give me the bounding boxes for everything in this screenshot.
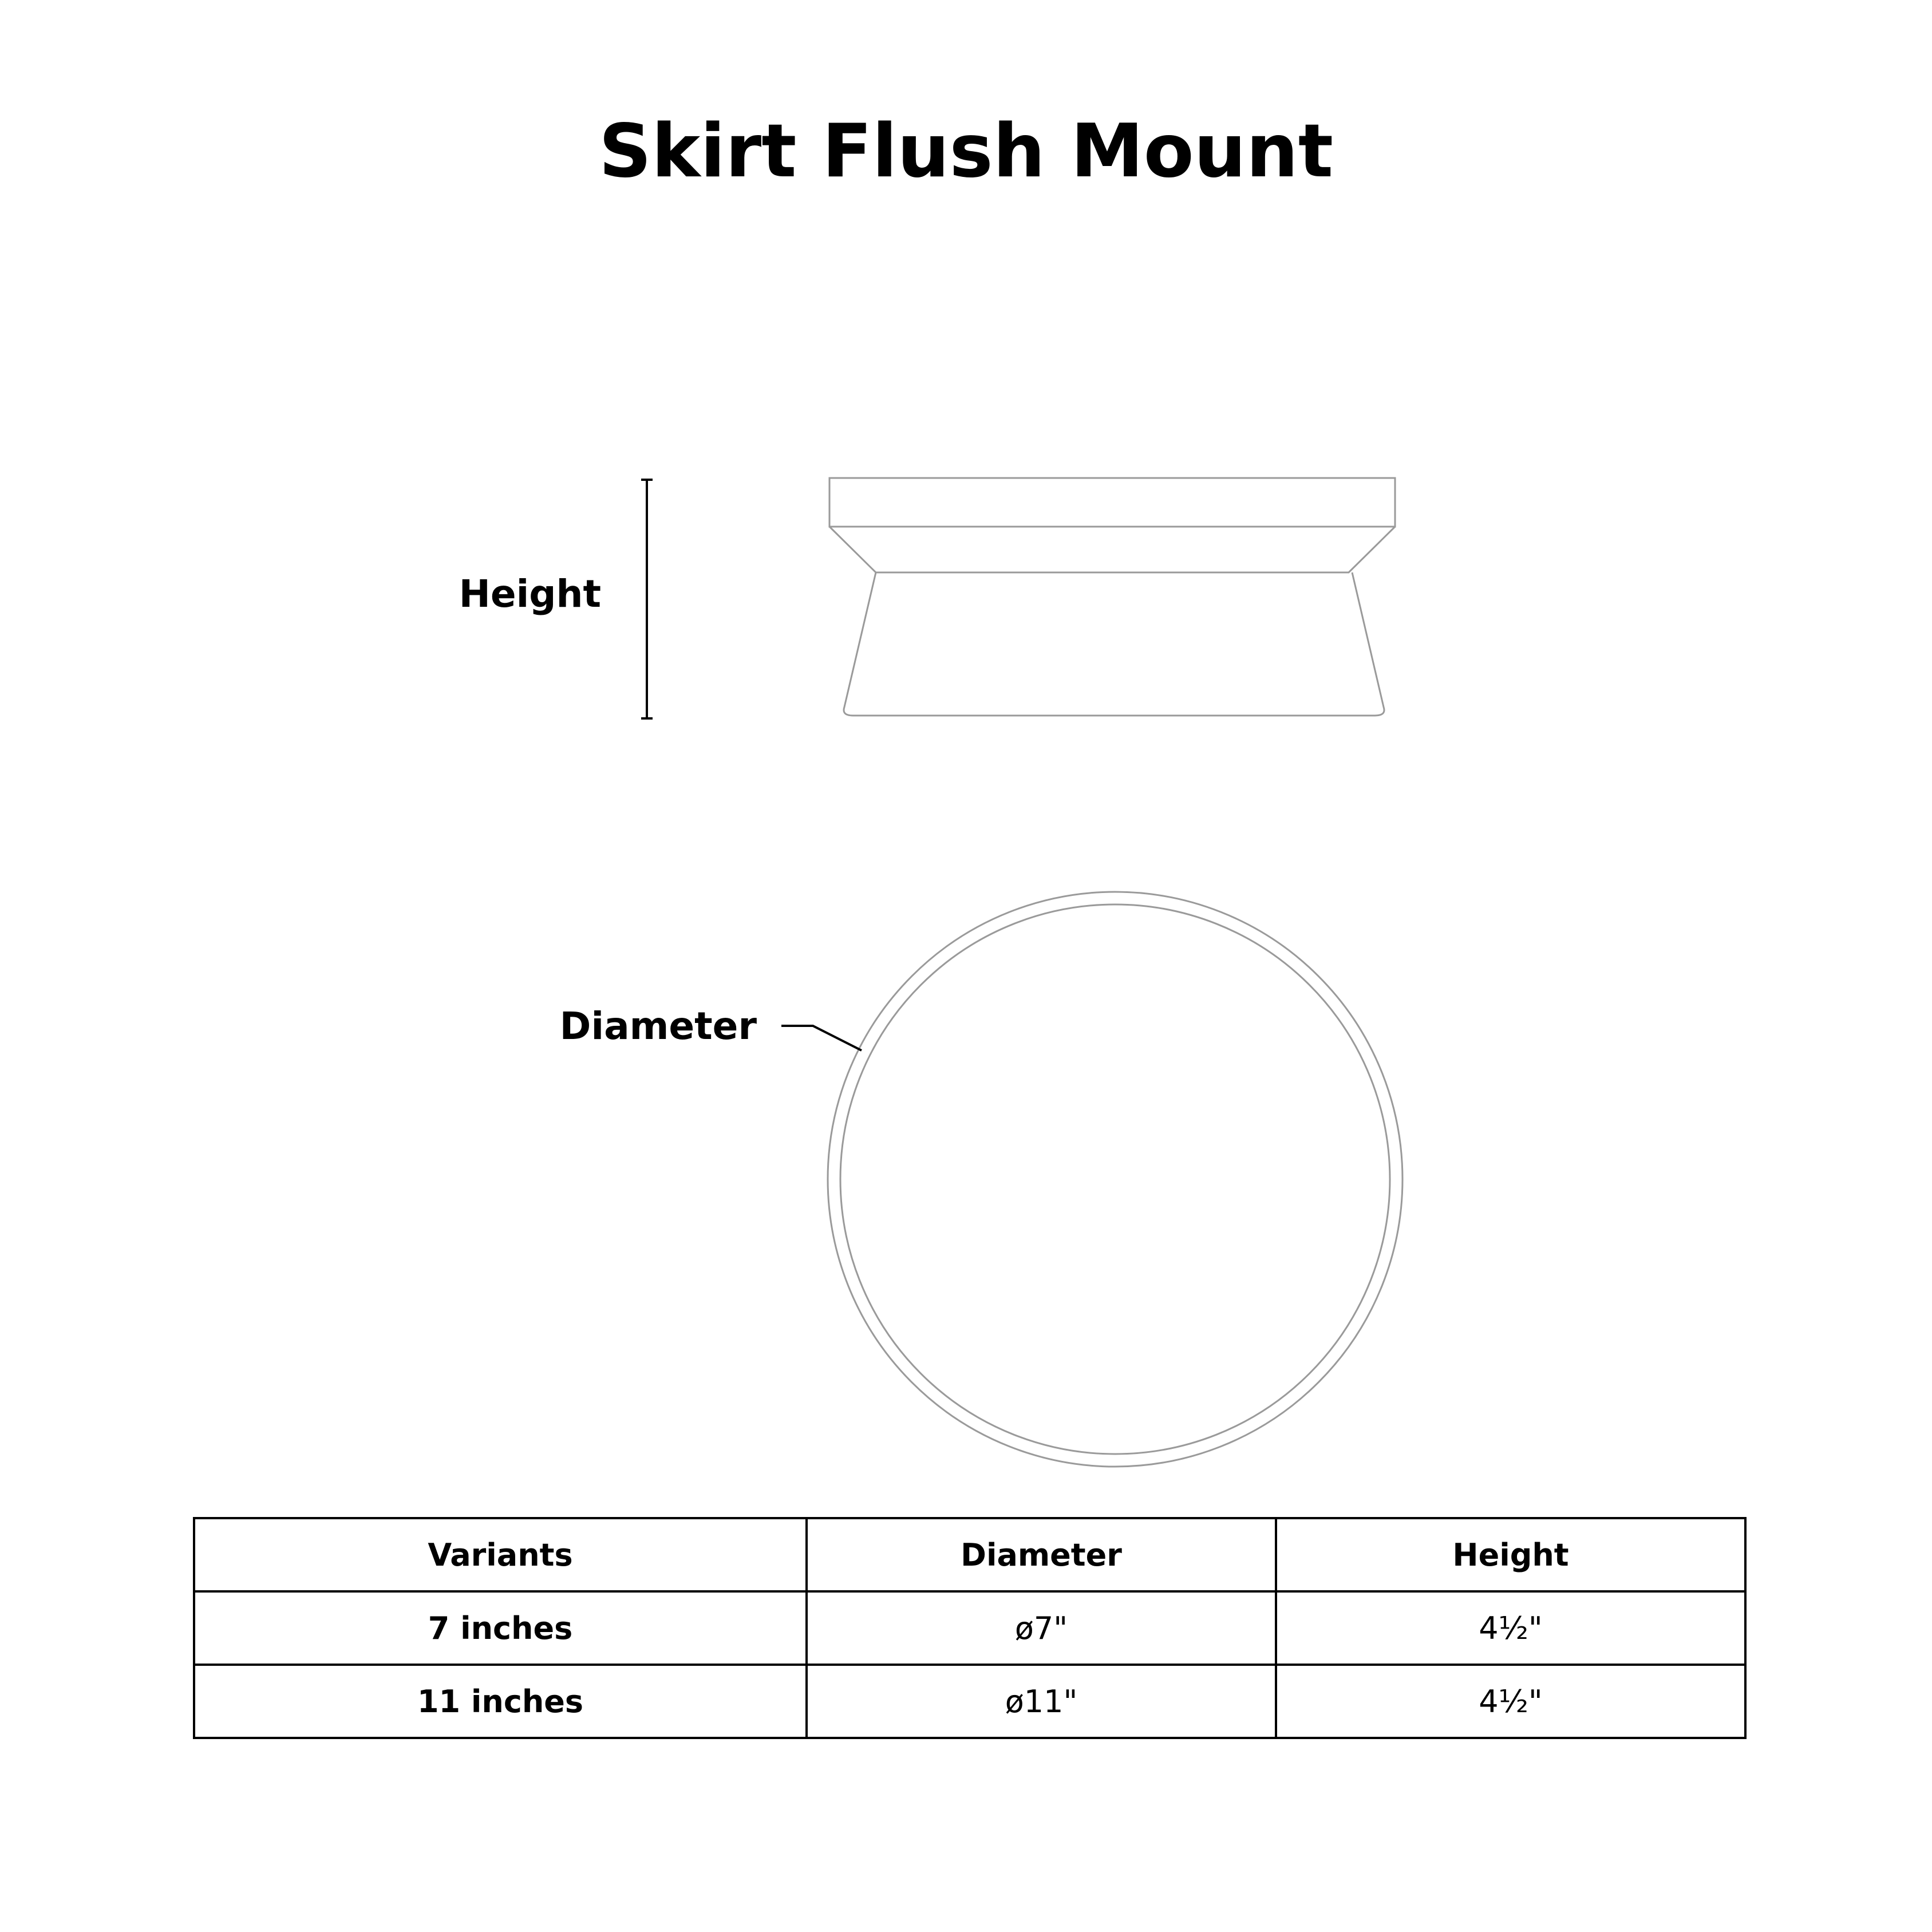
- inner-circle: [840, 904, 1390, 1454]
- canopy-taper: [829, 527, 1395, 572]
- canopy-band: [829, 478, 1395, 527]
- top-view: [828, 892, 1402, 1467]
- variant-cell: 11 inches: [194, 1665, 807, 1738]
- table-row: [194, 1665, 1745, 1738]
- diameter-label: Diameter: [559, 1004, 757, 1048]
- diameter-cell: ø11": [807, 1665, 1276, 1738]
- specification-table: [193, 1517, 1747, 1739]
- height-cell: 4½": [1276, 1591, 1745, 1665]
- height-label: Height: [459, 572, 601, 616]
- page-title: Skirt Flush Mount: [598, 109, 1334, 194]
- height-cell: 4½": [1276, 1665, 1745, 1738]
- skirt-shade: [844, 572, 1384, 716]
- outer-circle: [828, 892, 1402, 1467]
- header-height: Height: [1276, 1518, 1745, 1591]
- table-header-row: [194, 1518, 1745, 1591]
- header-variants: Variants: [194, 1518, 807, 1591]
- diameter-cell: ø7": [807, 1591, 1276, 1665]
- diameter-leader-line: [781, 1026, 862, 1050]
- table-row: [194, 1591, 1745, 1665]
- height-dimension: [641, 480, 653, 718]
- variant-cell: 7 inches: [194, 1591, 807, 1665]
- header-diameter: Diameter: [807, 1518, 1276, 1591]
- side-view: [829, 478, 1395, 716]
